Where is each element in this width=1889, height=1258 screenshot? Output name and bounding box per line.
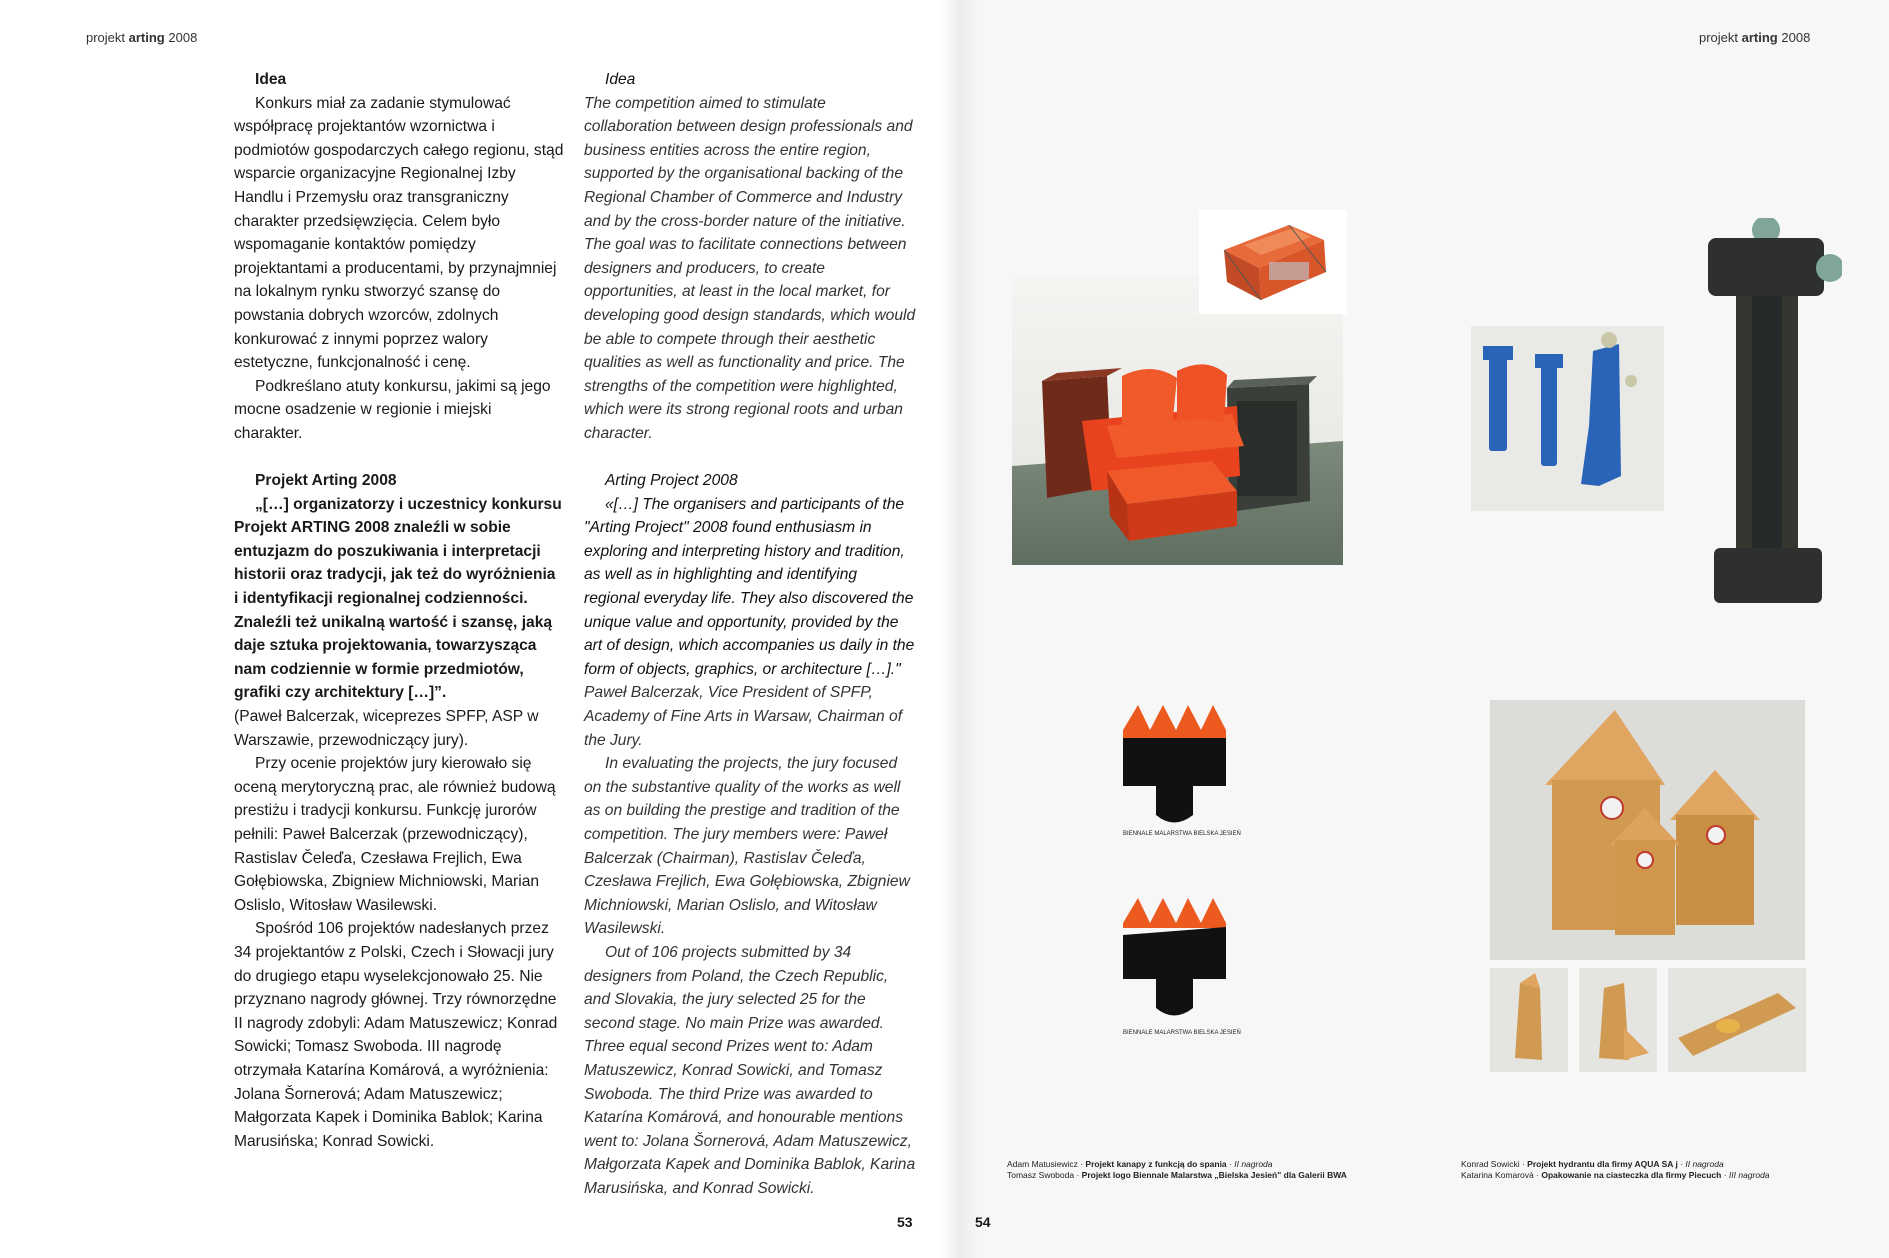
paragraph-en-1: The competition aimed to stimulate collaboration between design professionals and business entities across the entire region, supported by the organisational backing of the Regional Chamber of Commerce and Industry and by the cross-border nature of the initiative. The goal was to facilitate connections between designers and producers, to create opportunities, at least in the local market, for developing good design standards, which would be able to compete through their aesthetic qualities as well as functionality and price. The strengths of the competition were highlighted, which were its strong regional roots and urban character.: [584, 94, 916, 442]
english-column: [584, 68, 916, 1201]
header-left: [86, 30, 197, 45]
header-right: [1699, 30, 1810, 45]
attribution-pl: (Paweł Balcerzak, wiceprezes SPFP, ASP w Warszawie, przewodniczący jury).: [234, 708, 539, 749]
caption-packaging: Katarina Komarová · Opakowanie na ciasteczka dla firmy Piecuch · III nagroda: [1461, 1170, 1770, 1180]
header-right-year: 2008: [1777, 30, 1811, 45]
caption-hydrant-award: II nagroda: [1685, 1159, 1724, 1169]
caption-sofa-author: Adam Matusiewicz: [1007, 1159, 1078, 1169]
caption-sofa-award: II nagroda: [1234, 1159, 1273, 1169]
attribution-en: Paweł Balcerzak, Vice President of SPFP, Academy of Fine Arts in Warsaw, Chairman of the Jury.: [584, 684, 903, 749]
caption-logo: Tomasz Swoboda · Projekt logo Biennale Malarstwa „Bielska Jesień" dla Galerii BWA: [1007, 1170, 1347, 1180]
packaging-detail-3-photo: [1668, 968, 1806, 1072]
caption-hydrant-author: Konrad Sowicki: [1461, 1159, 1520, 1169]
idea-heading-en: Idea: [605, 71, 636, 88]
header-left-brand: arting: [128, 30, 165, 45]
caption-packaging-author: Katarina Komarová: [1461, 1170, 1534, 1180]
sofa-sketch-photo: [1199, 210, 1347, 314]
arting-heading-en: Arting Project 2008: [605, 472, 738, 490]
caption-hydrant-title: Projekt hydrantu dla firmy AQUA SA j: [1527, 1159, 1678, 1169]
biennale-logo-1: [1118, 700, 1233, 840]
header-right-brand: arting: [1741, 30, 1778, 45]
logo-1-text: BIENNALE MALARSTWA BIELSKA JESIEŃ: [1123, 831, 1241, 837]
caption-hydrant: Konrad Sowicki · Projekt hydrantu dla firmy AQUA SA j · II nagroda: [1461, 1159, 1724, 1169]
packaging-detail-2-photo: [1579, 968, 1657, 1072]
caption-sofa-title: Projekt kanapy z funkcją do spania: [1085, 1159, 1227, 1169]
hydrant-small-photo: [1471, 326, 1664, 511]
paragraph-en-3: In evaluating the projects, the jury focused on the substantive quality of the works as well as on building the prestige and tradition of the competition. The jury members were: Paweł Balcerzak (Chairman), Rastislav Čeleďa, Czesława Frejlich, Ewa Gołębiowska, Zbigniew Michniowski, Marian Oslislo, and Witosław Wasilewski.: [584, 755, 910, 938]
quote-pl: „[…] organizatorzy i uczestnicy konkursu Projekt ARTING 2008 znaleźli w sobie entuzjazm do poszukiwania i interpretacji historii oraz tradycji, jak też do wyróżnienia i identyfikacji regionalnej codzienności. Znaleźli też unikalną wartość i szansę, jaką daje sztuka projektowania, towarzysząca nam codziennie w formie przedmiotów, grafiki czy architektury […]”.: [234, 495, 562, 702]
logo-2-text: BIENNALE MALARSTWA BIELSKA JESIEŃ: [1123, 1030, 1241, 1036]
biennale-logo-2: [1118, 893, 1233, 1033]
polish-column: [234, 68, 564, 1153]
packaging-photo: [1490, 700, 1805, 960]
paragraph-pl-4: Spośród 106 projektów nadesłanych przez 34 projektantów z Polski, Czech i Słowacji jury do drugiego etapu wyselekcjonowało 25. Nie przyznano nagrody głównej. Trzy równorzędne II nagrody zdobyli: Adam Matuszewicz; Konrad Sowicki; Tomasz Swoboda. III nagrodę otrzymała Katarína Komárová, a wyróżnienia: Jolana Šornerová; Adam Matuszewicz; Małgorzata Kapek i Dominika Bablok; Karina Marusińska; Konrad Sowicki.: [234, 920, 558, 1150]
caption-packaging-award: III nagroda: [1728, 1170, 1770, 1180]
caption-packaging-title: Opakowanie na ciasteczka dla firmy Piecuch: [1541, 1170, 1722, 1180]
page-gutter: [940, 0, 980, 1258]
arting-heading-pl: Projekt Arting 2008: [255, 472, 397, 490]
header-right-prefix: projekt: [1699, 30, 1742, 45]
packaging-detail-1-photo: [1490, 968, 1568, 1072]
paragraph-pl-3: Przy ocenie projektów jury kierowało się oceną merytoryczną prac, ale również budową prestiżu i tradycji konkursu. Funkcję jurorów pełnili: Paweł Balcerzak (przewodniczący), Rastislav Čeleďa, Czesława Frejlich, Ewa Gołębiowska, Zbigniew Michniowski, Marian Oslislo, Witosław Wasilewski.: [234, 755, 556, 914]
idea-heading-pl: Idea: [255, 71, 287, 88]
quote-en: «[…] The organisers and participants of the "Arting Project" 2008 found enthusiasm in exploring and interpreting history and tradition, as well as in highlighting and identifying regional everyday life. They also discovered the unique value and opportunity, provided by the art of design, which accompanies us daily in the form of objects, graphics, or architecture […].": [584, 495, 915, 678]
paragraph-pl-1: Konkurs miał za zadanie stymulować współpracę projektantów wzornictwa i podmiotów gospodarczych całego regionu, stąd wsparcie organizacyjne Regionalnej Izby Handlu i Przemysłu oraz transgraniczny charakter przedsięwzięcia. Celem było wspomaganie kontaktów pomiędzy projektantami a producentami, by przynajmniej na lokalnym rynku stworzyć szansę do powstania dobrych wzorców, zdolnych konkurować z innymi poprzez walory estetyczne, funkcjonalność i cenę.: [234, 94, 564, 372]
caption-logo-title: Projekt logo Biennale Malarstwa „Bielska Jesień" dla Galerii BWA: [1081, 1170, 1347, 1180]
caption-sofa: Adam Matusiewicz · Projekt kanapy z funkcją do spania · II nagroda: [1007, 1159, 1273, 1169]
header-left-prefix: projekt: [86, 30, 129, 45]
sofa-photo: [1012, 276, 1343, 565]
paragraph-en-4: Out of 106 projects submitted by 34 designers from Poland, the Czech Republic, and Slovakia, the jury selected 25 for the second stage. No main Prize was awarded. Three equal second Prizes went to: Adam Matuszewicz, Konrad Sowicki, and Tomasz Swoboda. The third Prize was awarded to Katarína Komárová, and honourable mentions went to: Jolana Šornerová, Adam Matuszewicz, Małgorzata Kapek and Dominika Bablok, Karina Marusińska, and Konrad Sowicki.: [584, 943, 916, 1197]
page-number-right: 54: [975, 1214, 991, 1230]
caption-logo-author: Tomasz Swoboda: [1007, 1170, 1075, 1180]
page-number-left: 53: [897, 1214, 913, 1230]
paragraph-pl-2: Podkreślano atuty konkursu, jakimi są jego mocne osadzenie w regionie i miejski charakter.: [234, 377, 551, 442]
hydrant-large-photo: [1690, 218, 1842, 608]
header-left-year: 2008: [164, 30, 198, 45]
